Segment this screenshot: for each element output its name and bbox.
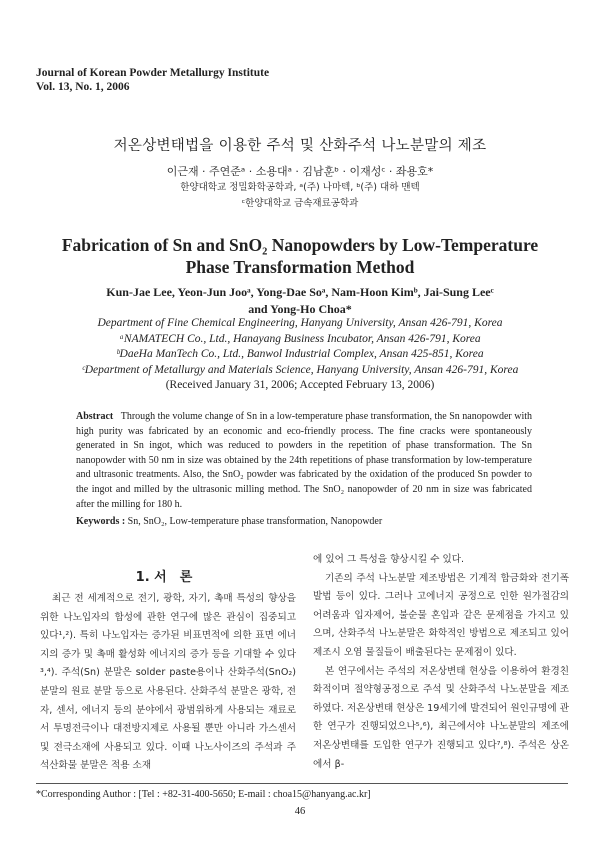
english-affiliation-4: ᶜDepartment of Metallurgy and Materials Science, Hanyang University, Ansan 426-791, Korea xyxy=(81,363,519,376)
korean-affiliation-2: ᶜ한양대학교 금속재료공학과 xyxy=(241,198,359,209)
english-affiliation-3: ᵇDaeHa ManTech Co., Ltd., Banwol Industrial Complex, Ansan 425-851, Korea xyxy=(116,348,484,361)
korean-affiliation-1: 한양대학교 정밀화학공학과, ᵃ(주) 나마텍, ᵇ(주) 대하 맨텍 xyxy=(180,182,420,193)
body-paragraph: 최근 전 세계적으로 전기, 광학, 자기, 촉매 특성의 향상을 위한 나노입자의 합성에 관한 연구에 많은 관심이 집중되고 있다¹,²). 특히 나노입자는 증가된 비표면적에 의한 표면 에너지의 증가 및 촉매 활성화 에너지의 증가 등을 기대할 수 있다³,⁴). 주석(Sn) 분말은 solder paste용이나 산화주석(SnO₂) 분말의 원료 분말 등으로 사용된다. 산화주석 분말은 광학, 전자, 센서, 에너지 등의 분야에서 광범위하게 사용되는 재료로서 투명전극이나 대전방지제로 사용될 뿐만 아니라 가스센서 및 전극소재에 사용되고 있다. 이때 나노사이즈의 주석과 주석산화물 분말은 적용 소재 xyxy=(40,593,296,772)
keywords xyxy=(76,516,546,527)
body-right-column xyxy=(313,551,569,774)
abstract xyxy=(76,410,532,512)
english-title-line1: Fabrication of Sn and SnO₂ Nanopowders by Low-Temperature xyxy=(61,235,539,255)
section-heading: 1. 서 론 xyxy=(135,570,193,585)
korean-authors: 이근재 · 주연준ᵃ · 소용대ᵃ · 김남훈ᵇ · 이재성ᶜ · 좌용호* xyxy=(166,165,434,178)
english-affiliations xyxy=(0,316,600,394)
english-authors-line1: Kun-Jae Lee, Yeon-Jun Jooᵃ, Yong-Dae Soᵃ, Nam-Hoon Kimᵇ, Jai-Sung Leeᶜ xyxy=(106,285,494,299)
corresponding-author-footnote: *Corresponding Author : [Tel : +82-31-400-5650; E-mail : choa15@hanyang.ac.kr] xyxy=(36,789,371,800)
footnote-divider xyxy=(36,783,568,784)
abstract-label: Abstract xyxy=(76,411,114,422)
body-paragraph: 본 연구에서는 주석의 저온상변태 현상을 이용하여 환경친화적이며 절약형공정으로 주석 및 산화주석 나노분말을 제조하였다. 저온상변태 현상은 19세기에 발견되어 원인규명에 관한 연구가 진행되었으나⁵,⁶), 최근에서야 나노분말의 제조에 저온상변태를 도입한 연구가 진행되고 있다⁷,⁸). 주석은 상온에서 β- xyxy=(313,665,569,770)
english-title-line2: Phase Transformation Method xyxy=(185,257,415,277)
body-paragraph: 기존의 주석 나노분말 제조방법은 기계적 합금화와 전기폭발법 등이 있다. 그러나 고에너지 공정으로 인한 원가절감의 어려움과 입자제어, 불순물 혼입과 같은 문제점을 가지고 있으며, 산화주석 나노분말은 화학적인 방법으로 제조되고 있어 제조시 오염 물질들이 배출된다는 문제점이 있다. xyxy=(313,572,569,658)
english-title xyxy=(0,234,600,278)
english-authors-line2: and Yong-Ho Choa* xyxy=(248,302,352,316)
keywords-text: Sn, SnO₂, Low-temperature phase transformation, Nanopowder xyxy=(127,516,383,527)
body-paragraph: 에 있어 그 특성을 향상시킬 수 있다. xyxy=(313,554,465,565)
journal-header xyxy=(36,66,269,94)
received-dates: (Received January 31, 2006; Accepted February 13, 2006) xyxy=(165,379,435,392)
english-authors xyxy=(0,284,600,318)
korean-title: 저온상변태법을 이용한 주석 및 산화주석 나노분말의 제조 xyxy=(113,138,487,154)
english-affiliation-2: ᵃNAMATECH Co., Ltd., Hanayang Business Incubator, Ansan 426-791, Korea xyxy=(119,332,481,345)
body-left-column xyxy=(40,590,296,776)
journal-volume: Vol. 13, No. 1, 2006 xyxy=(36,81,130,93)
english-affiliation-1: Department of Fine Chemical Engineering, Hanyang University, Ansan 426-791, Korea xyxy=(97,317,503,329)
abstract-text: Through the volume change of Sn in a low-temperature phase transformation, the Sn nanopowder with high purity was fabricated by an economic and eco-friendly process. The fine cracks were spontaneously generated in Sn ingot, which was reduced to powders in the repetition of phase transformation. The Sn nanopowder with 50 nm in size was obtained by the 24th repetitions of phase transformation by low-temperature and ultrasonic treatments. Also, the SnO₂ powder was fabricated by the oxidation of the produced Sn powder to the ingot and milled by the ultrasonic milling method. The SnO₂ nanopowder of 20 nm in size was fabricated after the milling for 180 h. xyxy=(76,411,532,510)
page-number: 46 xyxy=(294,806,306,817)
keywords-label: Keywords : xyxy=(76,516,126,527)
journal-name: Journal of Korean Powder Metallurgy Institute xyxy=(36,67,270,79)
